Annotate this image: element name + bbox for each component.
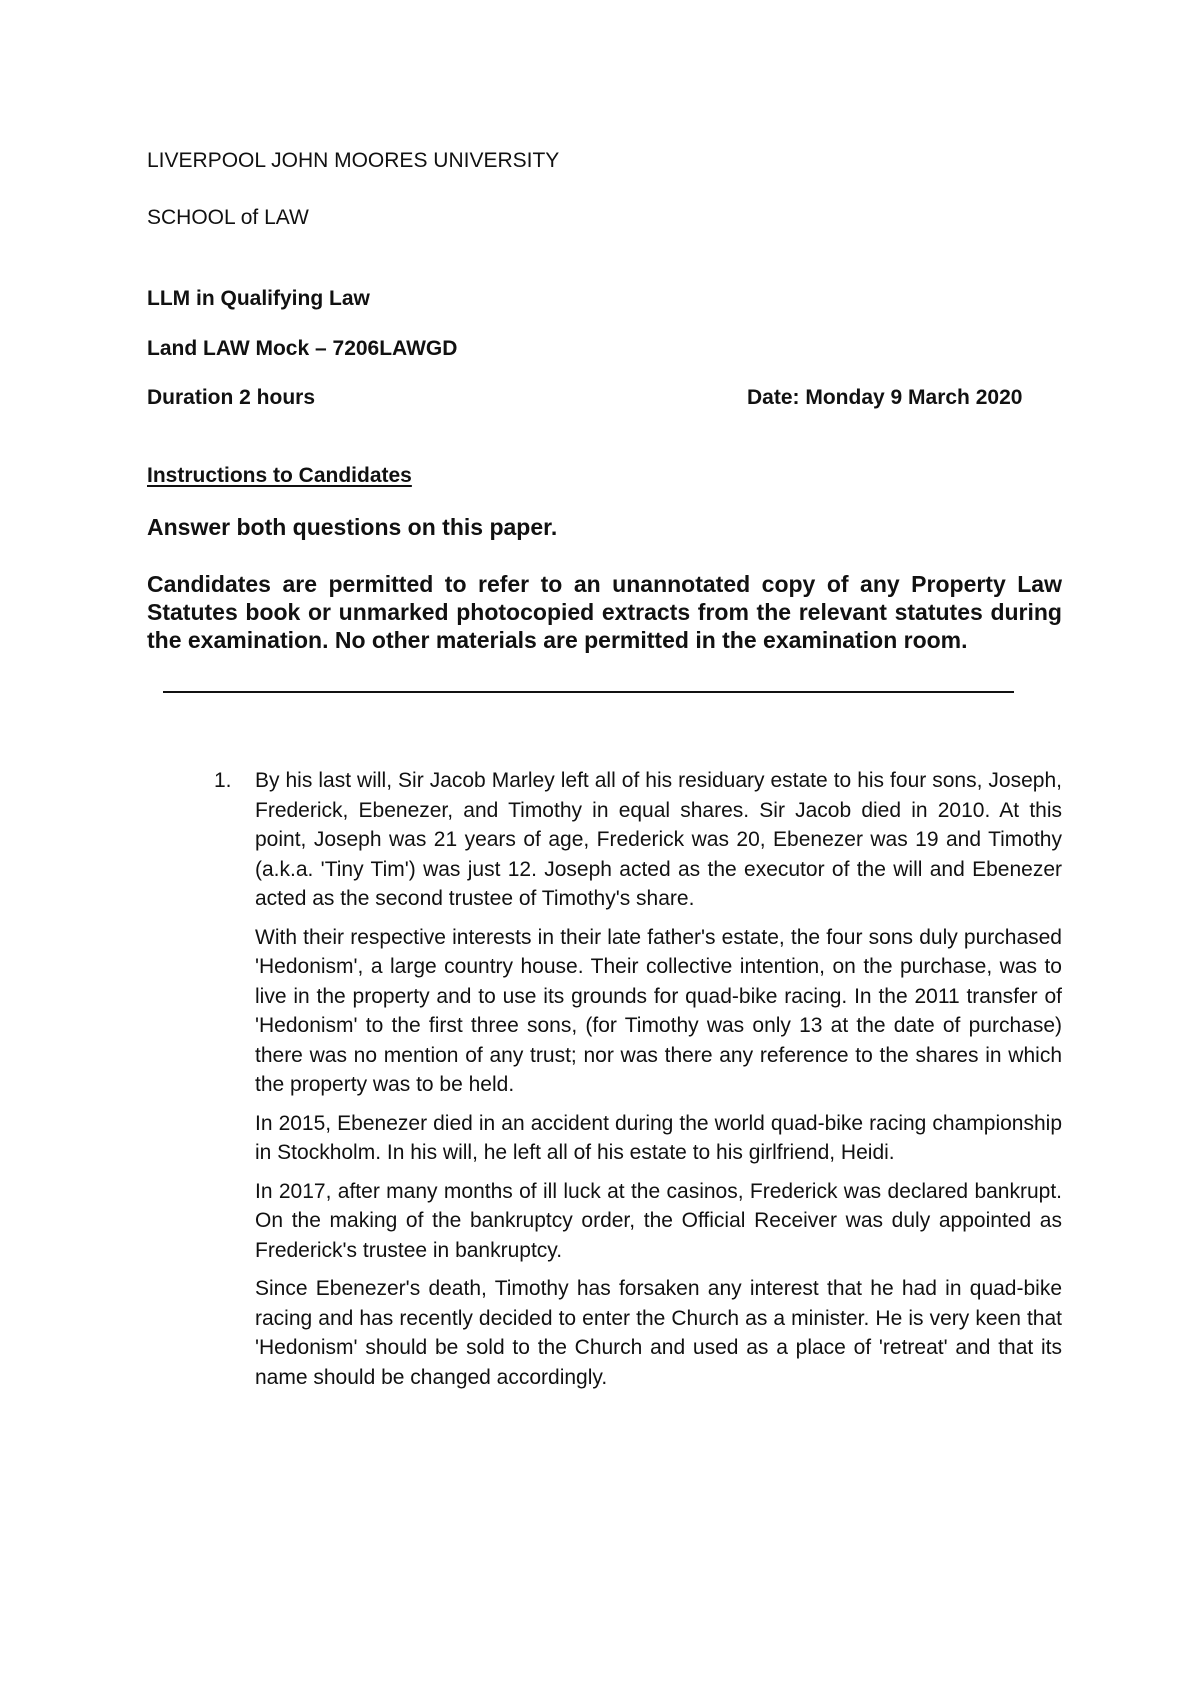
programme-title: LLM in Qualifying Law xyxy=(147,287,370,310)
question-body xyxy=(255,766,1062,1401)
exam-duration: Duration 2 hours xyxy=(147,386,316,409)
school-name: SCHOOL of LAW xyxy=(147,206,309,229)
question-paragraph: By his last will, Sir Jacob Marley left all of his residuary estate to his four sons, Joseph, Frederick, Ebenezer, and Timothy in equal shares. Sir Jacob died in 2010. At this point, Joseph was 21 years of age, Frederick was 20, Ebenezer was 19 and Timothy (a.k.a. 'Tiny Tim') was just 12. Joseph acted as the executor of the will and Ebenezer acted as the second trustee of Timothy's share. xyxy=(255,769,1062,910)
duration-date-row xyxy=(147,386,1037,410)
answer-both-instruction: Answer both questions on this paper. xyxy=(147,514,558,540)
instructions-heading: Instructions to Candidates xyxy=(147,464,412,487)
question-paragraph: In 2015, Ebenezer died in an accident during the world quad-bike racing championship in Stockholm. In his will, he left all of his estate to his girlfriend, Heidi. xyxy=(255,1111,1062,1164)
permitted-materials-instruction: Candidates are permitted to refer to an unannotated copy of any Property Law Statutes book or unmarked photocopied extracts from the relevant statutes during the examination. No other materials are permitted in the examination room. xyxy=(147,571,1062,653)
horizontal-rule xyxy=(163,691,1014,693)
exam-date: Date: Monday 9 March 2020 xyxy=(747,386,1023,409)
university-name: LIVERPOOL JOHN MOORES UNIVERSITY xyxy=(147,149,560,172)
question-number: 1. xyxy=(214,769,232,792)
module-title: Land LAW Mock – 7206LAWGD xyxy=(147,337,458,360)
question-paragraph: Since Ebenezer's death, Timothy has forsaken any interest that he had in quad-bike racing and has recently decided to enter the Church as a minister. He is very keen that 'Hedonism' should be sold to the Church and used as a place of 'retreat' and that its name should be changed accordingly. xyxy=(255,1277,1062,1389)
question-paragraph: In 2017, after many months of ill luck at the casinos, Frederick was declared bankrupt. On the making of the bankruptcy order, the Official Receiver was duly appointed as Frederick's trustee in bankruptcy. xyxy=(255,1179,1062,1262)
question-paragraph: With their respective interests in their late father's estate, the four sons duly purchased 'Hedonism', a large country house. Their collective intention, on the purchase, was to live in the property and to use its grounds for quad-bike racing. In the 2011 transfer of 'Hedonism' to the first three sons, (for Timothy was only 13 at the date of purchase) there was no mention of any trust; nor was there any reference to the shares in which the property was to be held. xyxy=(255,925,1062,1096)
